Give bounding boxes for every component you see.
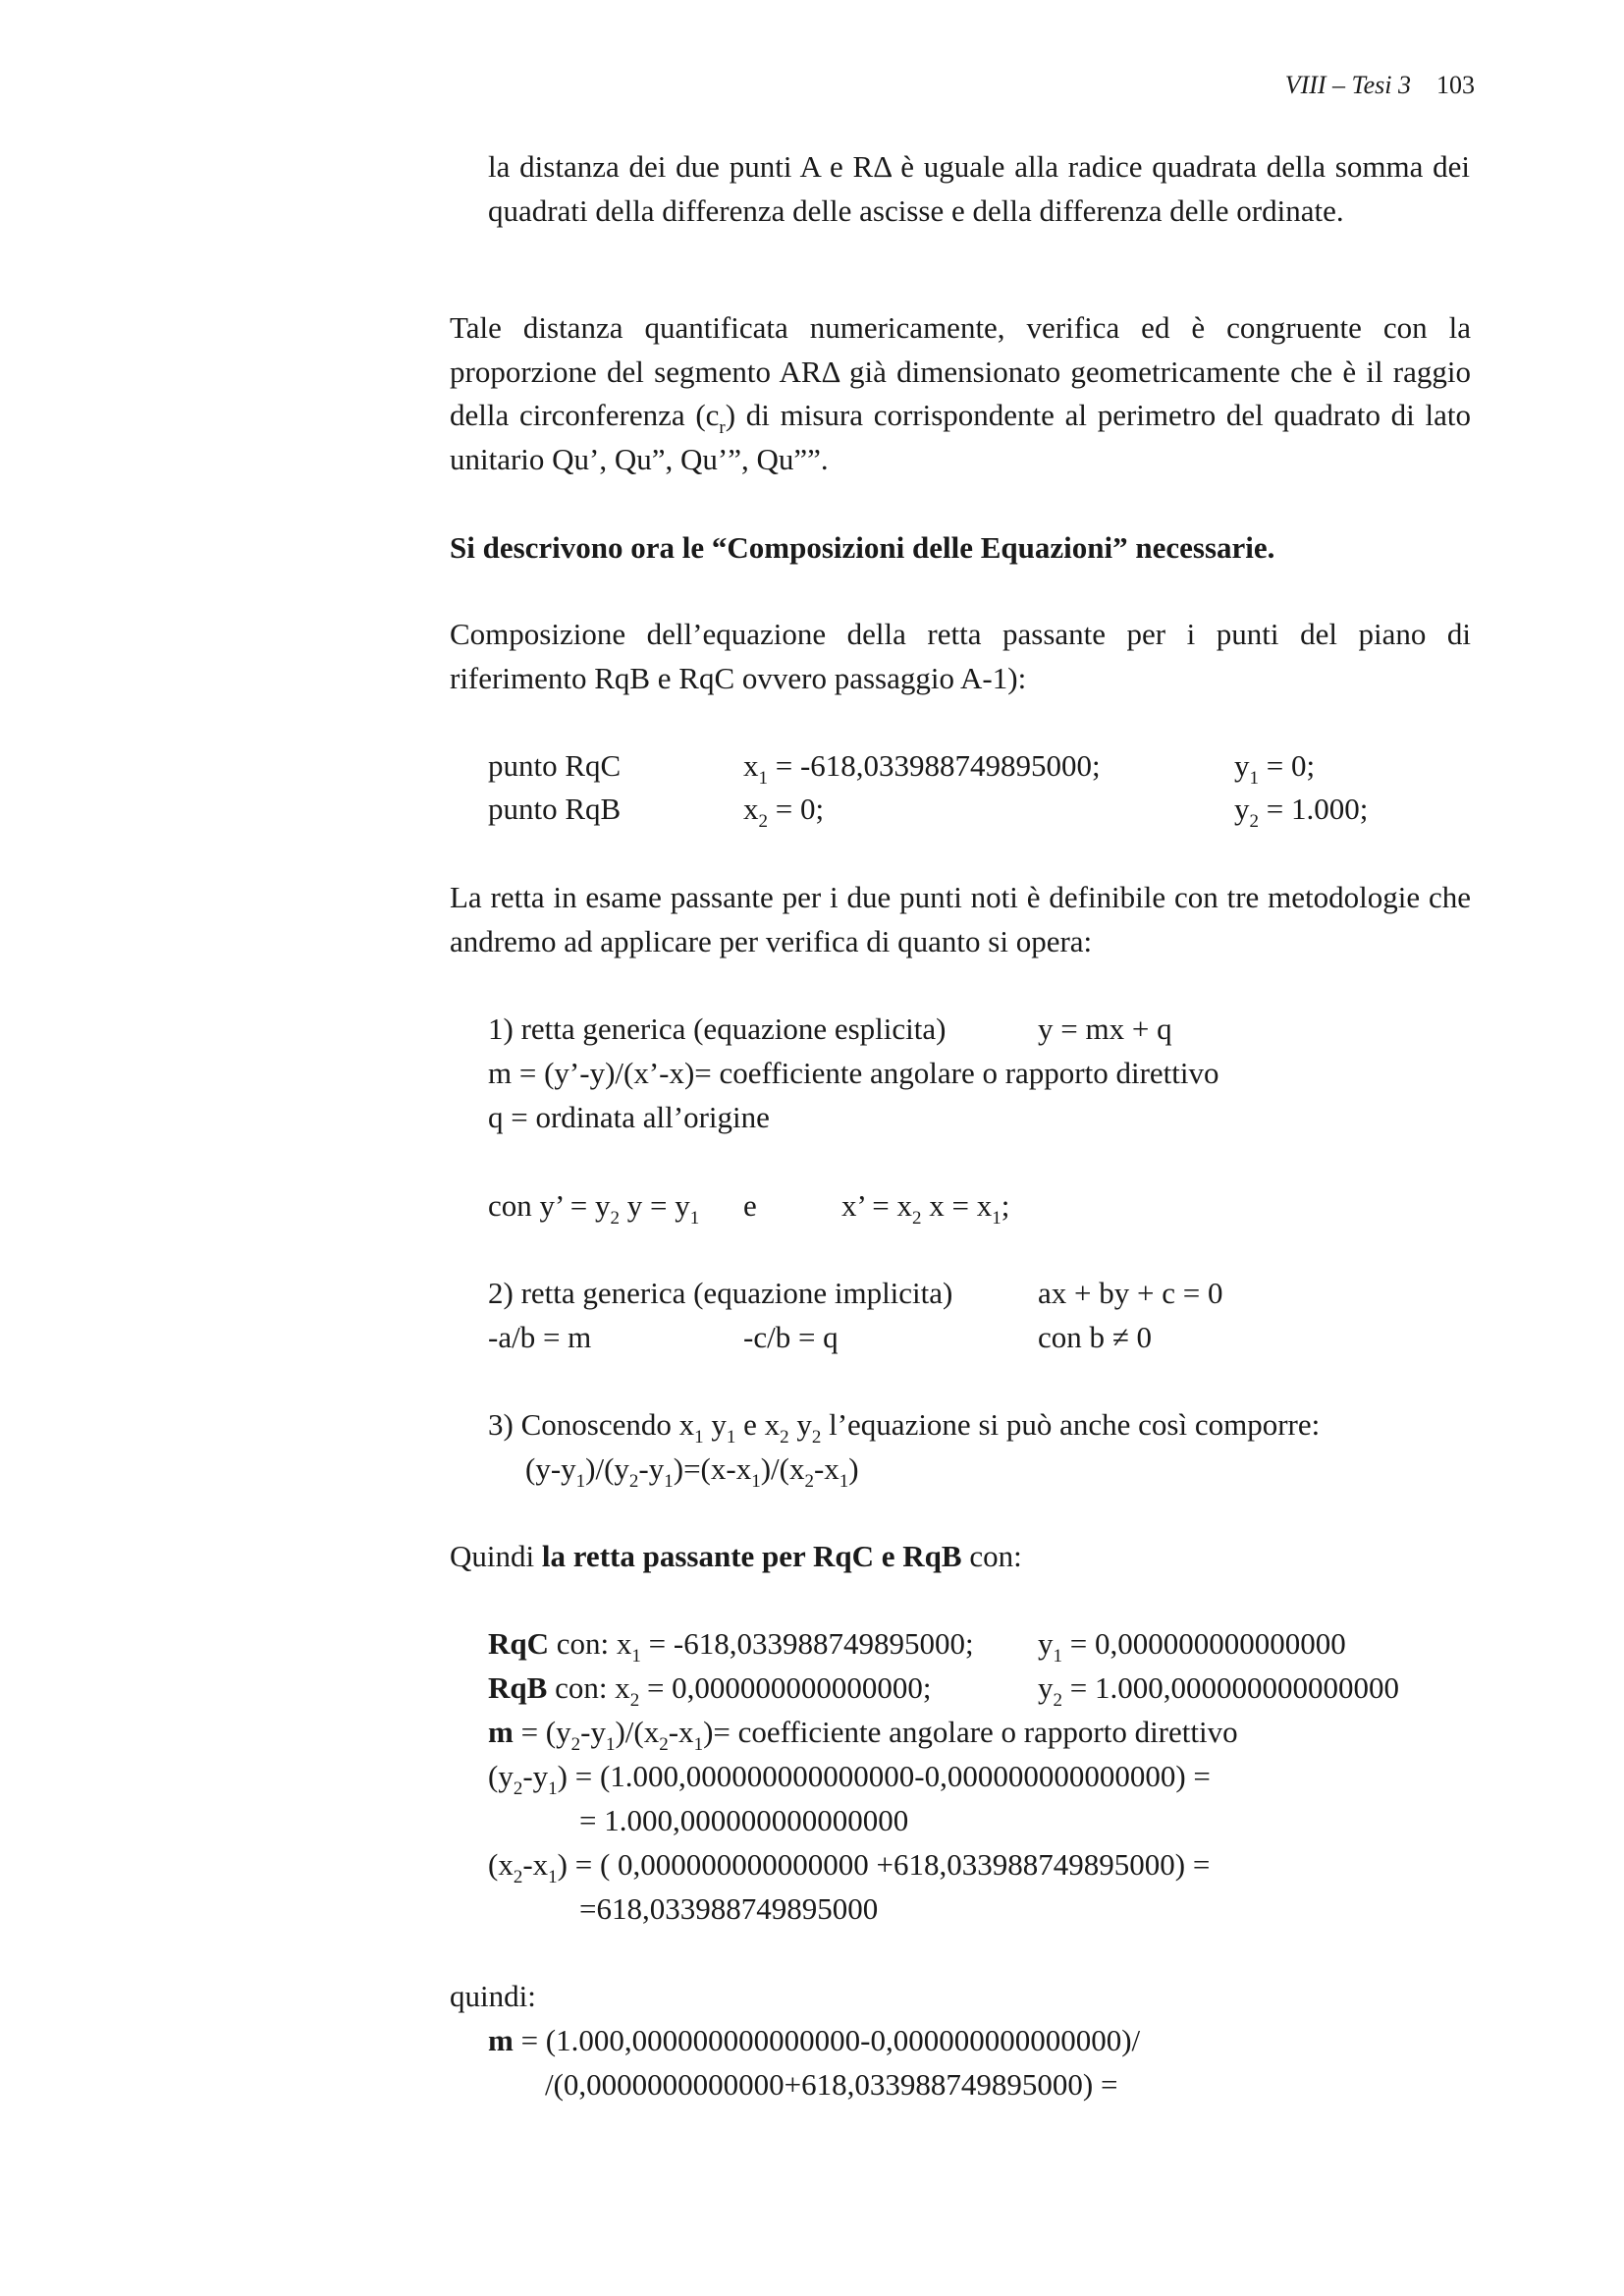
- method-1-title: 1) retta generica (equazione esplicita): [488, 1011, 947, 1046]
- final-m-line2: /(0,0000000000000+618,033988749895000) =: [545, 2067, 1118, 2102]
- method-3-formula: $(y-y_1)/(y_2-y_1)=(x-x_1)/(x_2-x_1)$: [525, 1451, 859, 1492]
- point-x: $x_2 = 0$;: [743, 792, 825, 832]
- point-y: $y_1 = 0$;: [1234, 748, 1316, 789]
- calc-delta-y-result: = 1.000,000000000000000: [579, 1803, 909, 1837]
- calc-rqb-x: RqB con: $x_2 = 0,000000000000000$;: [488, 1670, 932, 1711]
- point-name: punto RqC: [488, 748, 622, 783]
- paragraph-distance: la distanza dei due punti A e RΔ è uguale alla radice quadrata della somma dei quadrati della differenza delle ascisse e della differenza delle ordinate.: [488, 149, 1470, 228]
- calc-rqc-x: RqC con: $x_1 = -618,033988749895000$;: [488, 1626, 974, 1667]
- calc-delta-x-result: =618,033988749895000: [579, 1891, 879, 1926]
- condition-y: con y’ = $y_2$ $y = y_1$: [488, 1188, 700, 1229]
- method-2-equation: ax + by + c = 0: [1038, 1276, 1223, 1310]
- method-2-q: -c/b = q: [743, 1320, 839, 1354]
- point-y: $y_2 = 1.000$;: [1234, 792, 1369, 832]
- quindi-line: Quindi la retta passante per RqC e RqB con:: [450, 1539, 1022, 1573]
- section-heading: Si descrivono ora le “Composizioni delle Equazioni” necessarie.: [450, 530, 1275, 565]
- calc-rqb-y: $y_2 = 1.000,000000000000000$: [1038, 1670, 1399, 1711]
- calc-rqc-y: $y_1 = 0,000000000000000$: [1038, 1626, 1346, 1667]
- calc-slope-definition: $m = (y_2-y_1)/(x_2-x_1)=$ coefficiente angolare o rapporto direttivo: [488, 1715, 1238, 1755]
- calc-delta-y: $(y_2-y_1) = (1.000,000000000000000-0,000000000000000)$ =: [488, 1759, 1211, 1799]
- paragraph-congruence: Tale distanza quantificata numericamente, verifica ed è congruente con la proporzione del segmento ARΔ già dimensionato geometricamente che è il raggio della circonferenza $(c_r)$ di misura corrispondente al perimetro del quadrato di lato unitario Qu’, Qu”, Qu’”, Qu””.: [450, 310, 1471, 476]
- point-x: $x_1 = -618,033988749895000$;: [743, 748, 1101, 789]
- running-title: VIII – Tesi 3: [1284, 71, 1411, 99]
- method-2-m: -a/b = m: [488, 1320, 592, 1354]
- method-2-title: 2) retta generica (equazione implicita): [488, 1276, 953, 1310]
- condition-conjunction: e: [743, 1188, 757, 1223]
- calc-delta-x: $(x_2-x_1)$ = ( 0,000000000000000 +618,033988749895000) =: [488, 1847, 1211, 1887]
- method-1-slope: m = (y’-y)/(x’-x)= coefficiente angolare o rapporto direttivo: [488, 1056, 1219, 1090]
- method-3-title: 3) Conoscendo $x_1$ $y_1$ e $x_2$ $y_2$ l’equazione si può anche così comporre:: [488, 1407, 1321, 1448]
- method-2-condition: con b ≠ 0: [1038, 1320, 1153, 1354]
- method-1-equation: y = mx + q: [1038, 1011, 1172, 1046]
- final-m-line1: m = (1.000,000000000000000-0,000000000000000)/: [488, 2023, 1141, 2057]
- paragraph-methods-intro: La retta in esame passante per i due punti noti è definibile con tre metodologie che andremo ad applicare per verifica di quanto si opera:: [450, 880, 1471, 958]
- paragraph-composition: Composizione dell’equazione della retta passante per i punti del piano di riferimento RqB e RqC ovvero passaggio A-1):: [450, 617, 1471, 695]
- subscript: r: [719, 417, 726, 438]
- final-label: quindi:: [450, 1979, 536, 2013]
- page-number: 103: [1436, 71, 1475, 99]
- point-name: punto RqB: [488, 792, 622, 826]
- condition-x: x’ = $x_2$ $x = x_1$;: [841, 1188, 1010, 1229]
- method-1-intercept: q = ordinata all’origine: [488, 1100, 770, 1134]
- page-header: [1129, 71, 1475, 100]
